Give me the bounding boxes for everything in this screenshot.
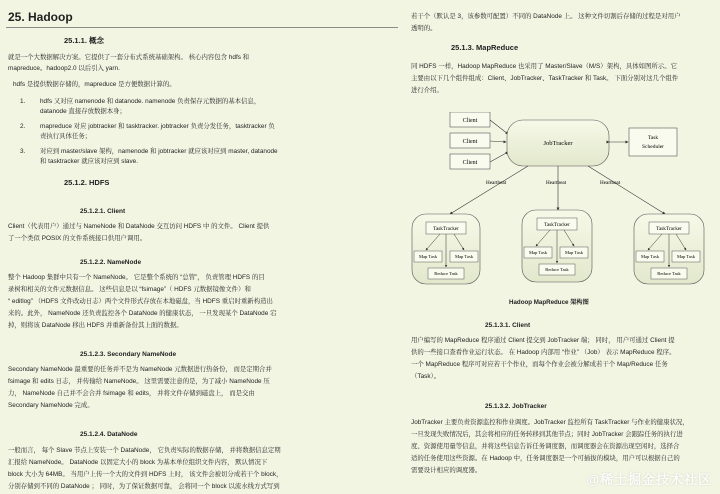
mapreduce-architecture-diagram [410, 112, 710, 320]
tasktracker-node [412, 214, 480, 284]
mapreduce-line: 主要由以下几个组件组成：Client、JobTracker、TaskTracker 和 Task。 下面分别对这几个组件 [411, 75, 679, 82]
mr-client-line: （Task）。 [411, 373, 441, 380]
map-task-label: Map Task [454, 254, 474, 259]
list-item-number: 2. [20, 123, 26, 130]
list-item-line: mapreduce 对应 jobtracker 和 tasktracker. jobtracker 负责分发任务，tasktracker 负 [40, 123, 275, 130]
hdfs-continued-line: 透明的。 [411, 25, 437, 32]
mr-client-line: 供的一些接口查看作业运行状态。 在 Hadoop 内部用 “作业” （Job） 表示 MapReduce 程序。 [411, 349, 676, 356]
map-task-label: Map Task [640, 254, 660, 259]
list-item-line: 和 tasktracker 就应该对应到 slave. [40, 158, 139, 165]
list-item [20, 97, 390, 119]
namenode-line: 录树和相关的文件元数据信息。 这些信息是以 “fsimage”（ HDFS 元数据镜像文件）和 [8, 286, 251, 293]
jobtracker-line: 一旦发现失败情况后，其会将相应的任务转移到其他节点；同时 JobTracker 会跟踪任务的执行进 [411, 431, 683, 438]
datanode-line: 分别存储到不同的 DataNode ； 同时，为了保证数据可靠， 会将同一个 block 以流水线方式写到 [8, 483, 280, 490]
client-arrow [490, 141, 506, 142]
mr-client-line: 一个 MapReduce 程序可对应若干个作业，而每个作业会被分解成若干个 Map/Reduce 任务 [411, 361, 668, 368]
jobtracker-line: JobTracker 主要负责资源监控和作业调度。JobTracker 监控所有 TaskTracker 与作业的健康状况， [411, 419, 689, 426]
map-task-label: Map Task [528, 250, 548, 255]
task-scheduler-label-1: Task [647, 135, 659, 141]
section-concept-title: 25.1.1. 概念 [64, 36, 105, 45]
heartbeat-label: Heartbeat [546, 180, 567, 186]
jobtracker-line: 度、资源使用量等信息，并将这些信息告诉任务调度器，而调度器会在资源出现空闲时，选择合 [411, 443, 680, 450]
secondary-namenode-line: 力， NameNode 自己并不会合并 fsimage 和 edits， 并将文件存储到磁盘上， 而是交由 [8, 390, 255, 397]
reduce-task-label: Reduce Task [434, 271, 458, 276]
chapter-title: 25. Hadoop [8, 10, 73, 24]
list-item-line: hdfs 又对应 namenode 和 datanode. namenode 负责保存元数据的基本信息， [40, 98, 261, 105]
namenode-line: 来的。此外， NameNode 还负责监控各个 DataNode 的健康状态， 一旦发现某个 DataNode 宕 [8, 310, 277, 317]
client-label: Client [462, 160, 478, 166]
task-scheduler-label-2: Scheduler [642, 144, 664, 150]
client-line-1: Client（代表用户）通过与 NameNode 和 DataNode 交互访问 HDFS 中 的文件。 Client 提供 [8, 223, 270, 230]
client-line-2: 了一个类似 POSIX 的文件系统接口供用户调用。 [8, 235, 147, 242]
datanode-line: block 大小为 64MB。 当用户上传一个大的文件到 HDFS 上时， 该文件会被切分成若干个 block， [8, 471, 283, 478]
map-task-label: Map Task [418, 254, 438, 259]
chapter-rule [6, 27, 398, 28]
client-label: Client [462, 118, 478, 124]
list-item-number: 1. [20, 98, 26, 105]
tasktracker-node [634, 214, 704, 284]
jobtracker-label: JobTracker [543, 140, 573, 147]
list-item [20, 122, 390, 144]
client-arrow [490, 152, 508, 162]
map-task-label: Map Task [564, 250, 584, 255]
concept-line-3: hdfs 是提供数据存储的，mapreduce 是方便数据计算的。 [13, 81, 176, 88]
secondary-namenode-line: fsimage 和 edits 日志， 并传输给 NameNode。 这里需要注意的是，为了减小 NameNode 压 [8, 378, 270, 385]
task-scheduler-box [629, 128, 677, 156]
client-subtitle: 25.1.2.1. Client [80, 208, 126, 215]
diagram-caption: Hadoop MapReduce 架构图 [509, 299, 589, 306]
client-box [450, 133, 490, 148]
jobtracker-node [507, 120, 609, 166]
hdfs-continued-line: 若干个（默认是 3，该参数可配置）不同的 DataNode 上。 这种文件切割后存储的过程是对用户 [411, 13, 681, 20]
list-item-line: 责执行具体任务； [40, 133, 92, 140]
mapreduce-line: 同 HDFS 一样，Hadoop MapReduce 也采用了 Master/Slave（M/S）架构，具体如图所示。它 [411, 63, 677, 70]
heartbeat-arrow [588, 166, 665, 214]
mr-client-subtitle: 25.1.3.1. Client [485, 322, 531, 329]
concept-line-2: mapreduce。hadoop2.0 以后引入 yarn. [8, 65, 120, 72]
client-label: Client [462, 139, 478, 145]
client-box [450, 112, 490, 127]
namenode-subtitle: 25.1.2.2. NameNode [80, 259, 142, 266]
mapreduce-line: 进行介绍。 [411, 87, 443, 94]
list-item-line: datanode 直接存放数据本身； [40, 108, 126, 115]
heartbeat-arrow [450, 166, 528, 214]
secondary-namenode-line: Secondary NameNode 完成。 [8, 402, 94, 409]
datanode-line: 汇报给 NameNode。 DataNode 以固定大小的 block 为基本单位组织文件内容， 默认情况下 [8, 459, 268, 466]
list-item-line: 对应到 master/slave 架构，namenode 和 jobtracker 就应该对应到 master, datanode [40, 148, 278, 155]
jobtracker-line: 适的任务使用这些资源。在 Hadoop 中，任务调度器是一个可插拔的模块，用户可以根据自己的 [411, 455, 680, 462]
reduce-task-label: Reduce Task [657, 271, 681, 276]
heartbeat-label: Heartbeat [486, 180, 507, 186]
tasktracker-label: TaskTracker [433, 226, 459, 232]
tasktracker-label: TaskTracker [656, 226, 682, 232]
tasktracker-label: TaskTracker [544, 222, 570, 228]
namenode-line: 整个 Hadoop 集群中只有一个 NameNode。 它是整个系统的 “总管”， 负责管理 HDFS 的目 [8, 274, 265, 281]
watermark: @稀土掘金技术社区 [586, 472, 712, 487]
jobtracker-line: 需要设计相应的调度器。 [411, 467, 482, 474]
namenode-line: “ editlog” （HDFS 文件改动日志）两个文件形式存放在本地磁盘，当 HDFS 重启时重新构造出 [8, 298, 273, 305]
concept-line-1: 就是一个大数据解决方案。它提供了一套分布式系统基础架构。 核心内容包含 hdfs 和 [8, 54, 250, 61]
client-arrow [490, 120, 508, 134]
tasktracker-node [522, 210, 592, 282]
client-box [450, 154, 490, 169]
section-hdfs-title: 25.1.2. HDFS [64, 178, 110, 187]
mr-client-line: 用户编写的 MapReduce 程序通过 Client 提交到 JobTracker 端； 同时， 用户可通过 Client 提 [411, 337, 675, 344]
reduce-task-label: Reduce Task [545, 267, 569, 272]
secondary-namenode-subtitle: 25.1.2.3. Secondary NameNode [80, 351, 177, 358]
secondary-namenode-line: Secondary NameNode 最重要的任务并不是为 NameNode 元数据进行热备份， 而是定期合并 [8, 366, 272, 373]
list-item-number: 3. [20, 148, 26, 155]
datanode-subtitle: 25.1.2.4. DataNode [80, 431, 138, 438]
map-task-label: Map Task [676, 254, 696, 259]
namenode-line: 掉，则将该 DataNode 移出 HDFS 并重新备份其上面的数据。 [8, 322, 183, 329]
heartbeat-label: Heartbeat [600, 180, 621, 186]
datanode-line: 一般而言， 每个 Slave 节点上安装一个 DataNode， 它负责实际的数据存储， 并将数据信息定期 [8, 447, 281, 454]
list-item [20, 147, 390, 169]
jobtracker-subtitle: 25.1.3.2. JobTracker [485, 403, 547, 410]
section-mapreduce-title: 25.1.3. MapReduce [451, 43, 519, 52]
